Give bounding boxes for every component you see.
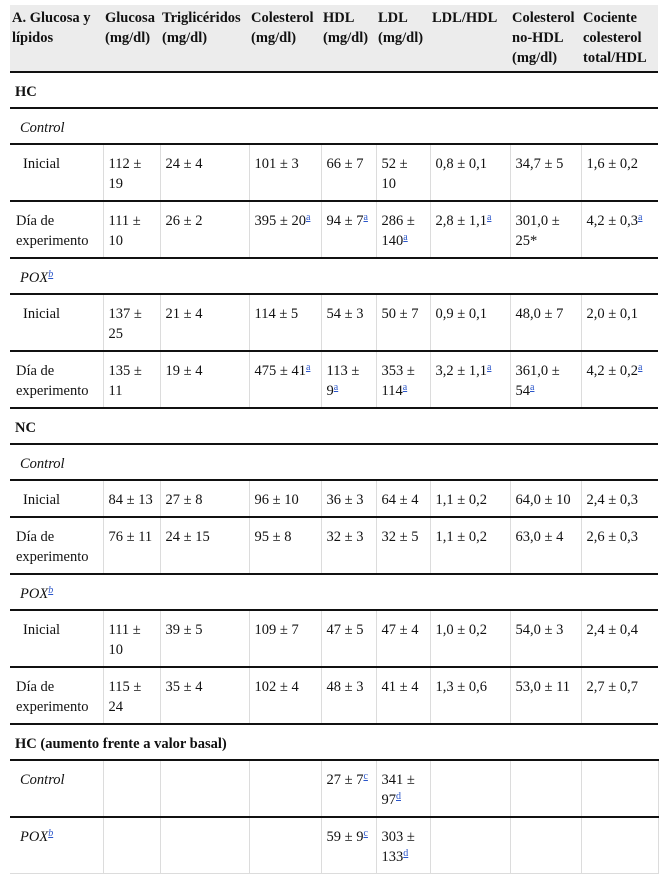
table-row (10, 610, 658, 667)
table-row (10, 480, 658, 517)
group-row-hc (10, 72, 658, 108)
footnote-link[interactable]: b (48, 269, 54, 280)
subgroup-row-control (10, 108, 658, 144)
table-row (10, 351, 658, 408)
table-cell: 48,0 ± 7 (510, 294, 581, 351)
table-cell: 21 ± 4 (160, 294, 249, 351)
footnote-link[interactable]: c (363, 828, 368, 839)
table-cell: 53,0 ± 11 (510, 667, 581, 724)
row-label: Día de experimento (10, 667, 103, 724)
header-cell: Cociente colesterol total/HDL (581, 5, 658, 72)
table-cell: 95 ± 8 (249, 517, 321, 574)
subgroup-label: Control (10, 444, 658, 480)
table-cell: 341 ± 97$^d$ (376, 760, 430, 817)
table-cell (103, 760, 160, 817)
footnote-link[interactable]: a (333, 382, 339, 393)
table-cell: 2,4 ± 0,4 (581, 610, 658, 667)
table-cell: 102 ± 4 (249, 667, 321, 724)
table-cell: 135 ± 11 (103, 351, 160, 408)
group-row-hc-increase (10, 724, 658, 760)
table-cell (160, 817, 249, 874)
table-cell (510, 760, 581, 817)
table-cell: 54,0 ± 3 (510, 610, 581, 667)
header-cell: LDL/HDL (430, 5, 510, 72)
table-cell: 63,0 ± 4 (510, 517, 581, 574)
group-label: NC (10, 408, 658, 444)
table-cell: 84 ± 13 (103, 480, 160, 517)
table-cell: 114 ± 5 (249, 294, 321, 351)
table-cell: 0,8 ± 0,1 (430, 144, 510, 201)
table-cell: 4,2 ± 0,2$^a$ (581, 351, 658, 408)
table-cell (430, 760, 510, 817)
table-cell: 112 ± 19 (103, 144, 160, 201)
footnote-link[interactable]: b (48, 585, 54, 596)
table-cell: 52 ± 10 (376, 144, 430, 201)
header-row (10, 5, 658, 72)
row-label: Control (10, 760, 103, 817)
table-row (10, 817, 658, 874)
table-cell: 353 ± 114$^a$ (376, 351, 430, 408)
table-cell: 39 ± 5 (160, 610, 249, 667)
table-row (10, 667, 658, 724)
footnote-link[interactable]: d (403, 848, 409, 859)
footnote-link[interactable]: a (637, 212, 643, 223)
group-row-nc (10, 408, 658, 444)
subgroup-label: POX$^b$ (10, 574, 658, 610)
table-cell: 1,1 ± 0,2 (430, 480, 510, 517)
table-row (10, 294, 658, 351)
table-cell: 32 ± 5 (376, 517, 430, 574)
header-cell: LDL (mg/dl) (376, 5, 430, 72)
table-cell: 27 ± 7$^c$ (321, 760, 376, 817)
table-cell: 303 ± 133$^d$ (376, 817, 430, 874)
table-cell (430, 817, 510, 874)
footnote-link[interactable]: d (396, 791, 401, 802)
header-cell: Glucosa (mg/dl) (103, 5, 160, 72)
table-cell: 36 ± 3 (321, 480, 376, 517)
table-cell: 115 ± 24 (103, 667, 160, 724)
subgroup-row-pox (10, 258, 658, 294)
header-cell: HDL (mg/dl) (321, 5, 376, 72)
table-cell: 2,6 ± 0,3 (581, 517, 658, 574)
table-cell (249, 817, 321, 874)
row-label: Día de experimento (10, 351, 103, 408)
table-cell: 4,2 ± 0,3$^a$ (581, 201, 658, 258)
table-cell: 286 ± 140$^a$ (376, 201, 430, 258)
footnote-link[interactable]: a (530, 382, 535, 393)
table-row (10, 760, 658, 817)
table-cell: 35 ± 4 (160, 667, 249, 724)
table-cell: 1,1 ± 0,2 (430, 517, 510, 574)
table-cell: 111 ± 10 (103, 201, 160, 258)
table-cell (510, 817, 581, 874)
row-label: Inicial (10, 480, 103, 517)
table-cell: 24 ± 4 (160, 144, 249, 201)
table-cell: 50 ± 7 (376, 294, 430, 351)
table-cell: 2,8 ± 1,1$^a$ (430, 201, 510, 258)
table-cell: 76 ± 11 (103, 517, 160, 574)
footnote-link[interactable]: a (403, 232, 408, 243)
table-cell: 59 ± 9$^c$ (321, 817, 376, 874)
table-cell: 2,0 ± 0,1 (581, 294, 658, 351)
table-cell: 64,0 ± 10 (510, 480, 581, 517)
table-cell (160, 760, 249, 817)
table-cell (581, 760, 658, 817)
subgroup-row-pox (10, 574, 658, 610)
table-cell: 27 ± 8 (160, 480, 249, 517)
table-cell: 361,0 ± 54$^a$ (510, 351, 581, 408)
subgroup-label: Control (10, 108, 658, 144)
table-cell: 395 ± 20$^a$ (249, 201, 321, 258)
footnote-link[interactable]: a (402, 382, 408, 393)
table-cell (103, 817, 160, 874)
table-row (10, 201, 658, 258)
subgroup-label: POX$^b$ (10, 258, 658, 294)
header-cell: A. Glucosa y lípidos (10, 5, 103, 72)
footnote-link[interactable]: c (363, 771, 368, 782)
row-label: Inicial (10, 294, 103, 351)
table-cell (581, 817, 658, 874)
table-cell: 34,7 ± 5 (510, 144, 581, 201)
subgroup-row-control (10, 444, 658, 480)
row-label: Día de experimento (10, 517, 103, 574)
table-cell: 1,3 ± 0,6 (430, 667, 510, 724)
table-cell: 1,6 ± 0,2 (581, 144, 658, 201)
group-label: HC (aumento frente a valor basal) (10, 724, 658, 760)
footnote-link[interactable]: a (637, 362, 643, 373)
table-cell: 475 ± 41$^a$ (249, 351, 321, 408)
footnote-link[interactable]: a (486, 362, 492, 373)
footnote-link[interactable]: a (305, 362, 311, 373)
footnote-link[interactable]: a (305, 212, 311, 223)
table-cell: 19 ± 4 (160, 351, 249, 408)
table-cell: 2,4 ± 0,3 (581, 480, 658, 517)
table-cell: 47 ± 4 (376, 610, 430, 667)
table-cell: 32 ± 3 (321, 517, 376, 574)
table-cell: 26 ± 2 (160, 201, 249, 258)
table-cell: 54 ± 3 (321, 294, 376, 351)
table-cell: 111 ± 10 (103, 610, 160, 667)
table-cell: 64 ± 4 (376, 480, 430, 517)
table-cell: 113 ± 9$^a$ (321, 351, 376, 408)
row-label: Día de experimento (10, 201, 103, 258)
row-label: Inicial (10, 144, 103, 201)
table-cell: 96 ± 10 (249, 480, 321, 517)
header-cell: Triglicéridos (mg/dl) (160, 5, 249, 72)
table-cell: 47 ± 5 (321, 610, 376, 667)
table-cell: 301,0 ± 25* (510, 201, 581, 258)
header-cell: Colesterol (mg/dl) (249, 5, 321, 72)
table-cell: 94 ± 7$^a$ (321, 201, 376, 258)
footnote-link[interactable]: b (48, 828, 54, 839)
table-cell: 3,2 ± 1,1$^a$ (430, 351, 510, 408)
table-cell: 1,0 ± 0,2 (430, 610, 510, 667)
table-cell: 101 ± 3 (249, 144, 321, 201)
table-cell (249, 760, 321, 817)
row-label: POX$^b$ (10, 817, 103, 874)
table-cell: 109 ± 7 (249, 610, 321, 667)
table-cell: 137 ± 25 (103, 294, 160, 351)
lipid-glucose-table (10, 5, 659, 874)
header-cell: Colesterol no-HDL (mg/dl) (510, 5, 581, 72)
footnote-link[interactable]: a (363, 212, 368, 223)
table-row (10, 144, 658, 201)
table-cell: 0,9 ± 0,1 (430, 294, 510, 351)
table-cell: 24 ± 15 (160, 517, 249, 574)
table-cell: 2,7 ± 0,7 (581, 667, 658, 724)
group-label: HC (10, 72, 658, 108)
table-cell: 66 ± 7 (321, 144, 376, 201)
row-label: Inicial (10, 610, 103, 667)
table-cell: 41 ± 4 (376, 667, 430, 724)
footnote-link[interactable]: a (486, 212, 492, 223)
table-cell: 48 ± 3 (321, 667, 376, 724)
table-row (10, 517, 658, 574)
